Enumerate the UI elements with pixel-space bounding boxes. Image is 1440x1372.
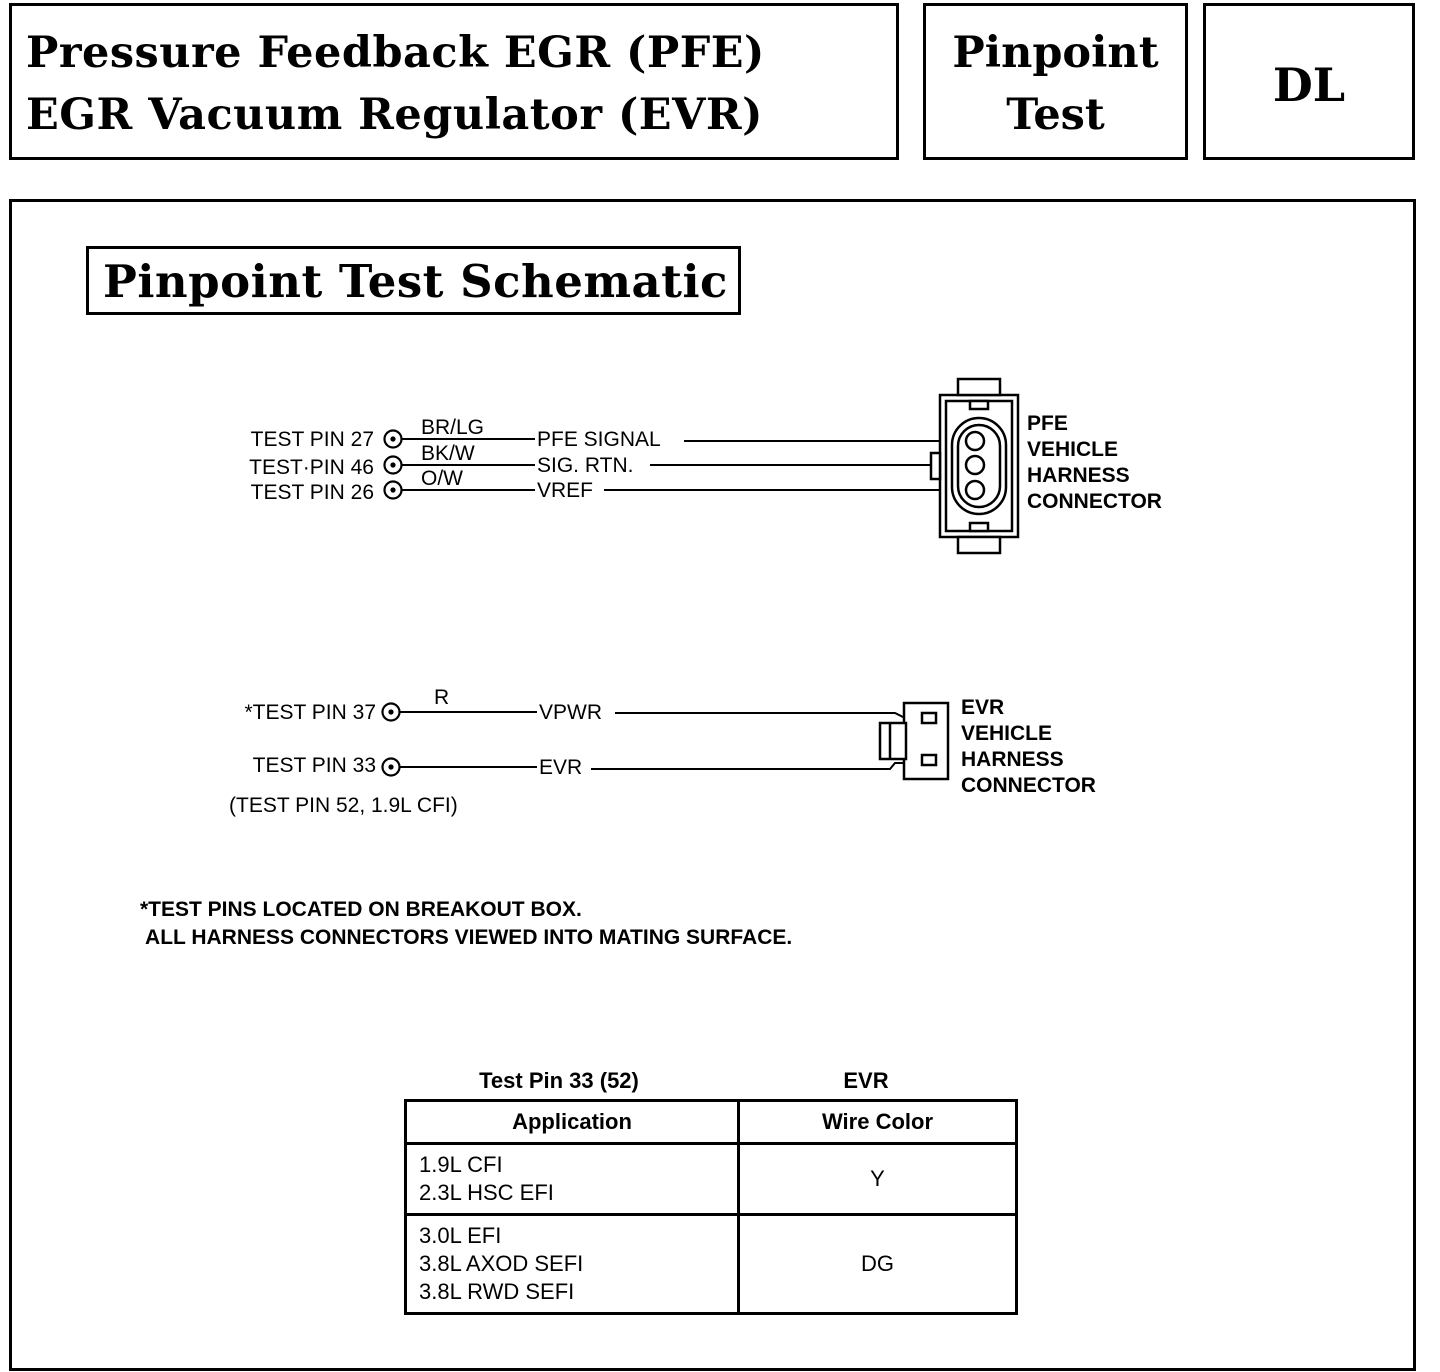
- application-item: 3.8L RWD SEFI: [419, 1279, 575, 1304]
- circuit-pfe-signal: PFE SIGNAL: [537, 428, 661, 451]
- wire-color-cell: Y: [739, 1144, 1017, 1215]
- test-pin-27-symbol: [385, 431, 402, 448]
- pfe-connector-symbol: [931, 379, 1018, 553]
- pfe-connector-label-4: CONNECTOR: [1027, 490, 1162, 513]
- wire-color-table: [404, 1099, 1018, 1315]
- application-cell: [406, 1144, 739, 1215]
- title-line-1: Pressure Feedback EGR (PFE): [26, 28, 765, 78]
- footnote-line-2: ALL HARNESS CONNECTORS VIEWED INTO MATING SURFACE.: [140, 926, 793, 949]
- vpwr-wire-to-connector: [615, 713, 920, 718]
- wire-color-cell: DG: [739, 1215, 1017, 1314]
- header-application: Application: [406, 1101, 739, 1144]
- table-caption-evr: EVR: [843, 1068, 889, 1093]
- pin-33-alt-note: (TEST PIN 52, 1.9L CFI): [229, 794, 458, 817]
- wire-color-bk-w: BK/W: [421, 442, 475, 465]
- test-pin-46-symbol: [385, 457, 402, 474]
- test-label: Test: [1006, 90, 1105, 140]
- pfe-pin-27-label: TEST PIN 27: [250, 428, 374, 451]
- test-pin-33-symbol: [383, 759, 400, 776]
- schematic-heading: Pinpoint Test Schematic: [103, 255, 728, 308]
- circuit-evr: EVR: [539, 756, 583, 779]
- wire-color-r: R: [434, 686, 450, 709]
- test-pin-37-symbol: [383, 704, 400, 721]
- pinpoint-label: Pinpoint: [952, 28, 1159, 78]
- application-item: 3.0L EFI: [419, 1223, 502, 1248]
- test-code: DL: [1272, 58, 1346, 112]
- wire-color-o-w: O/W: [421, 467, 463, 490]
- pfe-connector-label-1: PFE: [1027, 412, 1068, 435]
- circuit-sig-rtn: SIG. RTN.: [537, 454, 634, 477]
- pfe-pin-26-label: TEST PIN 26: [250, 481, 374, 504]
- footnote-line-1: *TEST PINS LOCATED ON BREAKOUT BOX.: [140, 898, 582, 921]
- evr-connector-label-2: VEHICLE: [961, 722, 1053, 745]
- table-header-row: [406, 1101, 1017, 1144]
- table-caption-test-pin: Test Pin 33 (52): [479, 1068, 639, 1093]
- evr-pin-37-label: *TEST PIN 37: [244, 701, 376, 724]
- pfe-pin-46-label: TEST·PIN 46: [249, 456, 374, 479]
- header-wire-color: Wire Color: [739, 1101, 1017, 1144]
- circuit-vref: VREF: [537, 479, 594, 502]
- pfe-connector-label-2: VEHICLE: [1027, 438, 1119, 461]
- evr-wire-to-connector: [591, 763, 920, 769]
- circuit-vpwr: VPWR: [539, 701, 602, 724]
- application-item: 2.3L HSC EFI: [419, 1180, 554, 1205]
- table-row: [406, 1215, 1017, 1314]
- pfe-connector-label-3: HARNESS: [1027, 464, 1130, 487]
- evr-pin-33-label: TEST PIN 33: [252, 754, 376, 777]
- application-cell: [406, 1215, 739, 1314]
- application-item: 3.8L AXOD SEFI: [419, 1251, 584, 1276]
- evr-connector-label-4: CONNECTOR: [961, 774, 1096, 797]
- table-row: [406, 1144, 1017, 1215]
- footnote: [140, 896, 792, 952]
- test-pin-26-symbol: [385, 482, 402, 499]
- title-line-2: EGR Vacuum Regulator (EVR): [26, 90, 764, 140]
- evr-connector-label-3: HARNESS: [961, 748, 1064, 771]
- wire-color-br-lg: BR/LG: [421, 416, 485, 439]
- evr-connector-label-1: EVR: [961, 696, 1005, 719]
- application-item: 1.9L CFI: [419, 1152, 503, 1177]
